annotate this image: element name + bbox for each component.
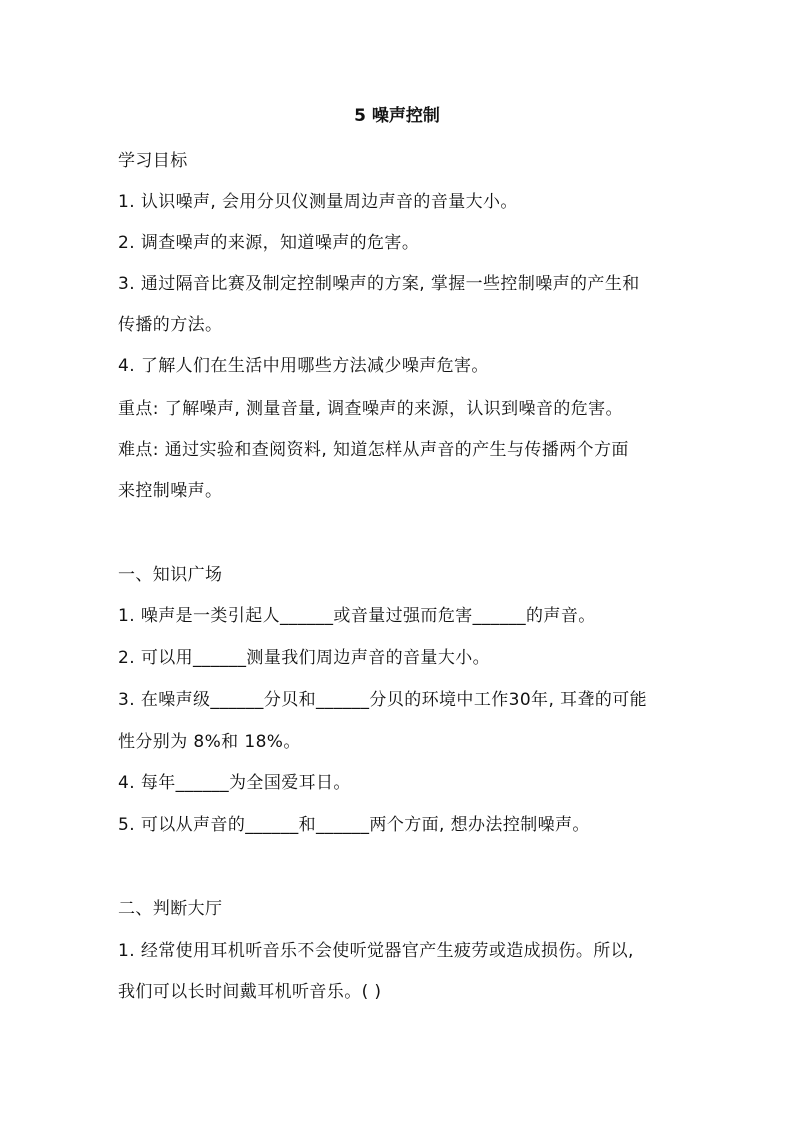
knowledge-question-3-continued: 性分别为 8%和 18%。 [118,732,301,752]
objective-item-4: 4. 了解人们在生活中用哪些方法减少噪声危害。 [118,356,489,376]
key-points: 重点: 了解噪声, 测量音量, 调查噪声的来源，认识到噪音的危害。 [118,399,623,419]
difficult-points: 难点: 通过实验和查阅资料, 知道怎样从声音的产生与传播两个方面 [118,440,629,460]
objective-item-3-continued: 传播的方法。 [118,315,223,335]
knowledge-question-4: 4. 每年______为全国爱耳日。 [118,773,351,793]
knowledge-question-5: 5. 可以从声音的______和______两个方面, 想办法控制噪声。 [118,815,590,835]
knowledge-question-1: 1. 噪声是一类引起人______或音量过强而危害______的声音。 [118,606,596,626]
judgment-question-1: 1. 经常使用耳机听音乐不会使听觉器官产生疲劳或造成损伤。所以, [118,941,634,961]
objective-item-3: 3. 通过隔音比赛及制定控制噪声的方案, 掌握一些控制噪声的产生和 [118,274,640,294]
knowledge-question-3: 3. 在噪声级______分贝和______分贝的环境中工作30年, 耳聋的可能 [118,690,648,710]
objective-item-1: 1. 认识噪声, 会用分贝仪测量周边声音的音量大小。 [118,192,518,212]
section-judgment-heading: 二、判断大厅 [118,899,223,919]
difficult-points-continued: 来控制噪声。 [118,481,223,501]
objective-item-2: 2. 调查噪声的来源，知道噪声的危害。 [118,233,420,253]
knowledge-question-2: 2. 可以用______测量我们周边声音的音量大小。 [118,648,491,668]
objectives-heading: 学习目标 [118,151,188,171]
page-title: 5 噪声控制 [354,106,440,126]
section-knowledge-heading: 一、知识广场 [118,565,223,585]
judgment-question-1-continued: 我们可以长时间戴耳机听音乐。( ) [118,982,382,1002]
